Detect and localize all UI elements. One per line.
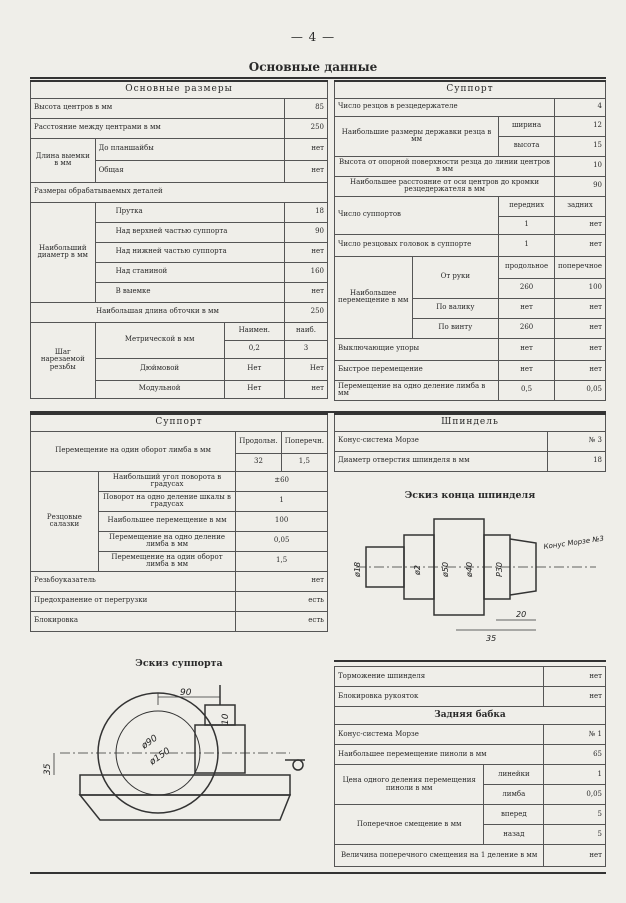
row-label: Прутка (95, 202, 284, 222)
cell-value: 12 (555, 116, 606, 136)
dim-radius: Р30 (495, 561, 504, 577)
cell-value: 1 (236, 491, 328, 511)
row-label: Конус-система Морзе (335, 725, 544, 745)
cell-value: нет (284, 282, 327, 302)
morse-label: Конус Морзе №3 (543, 534, 605, 551)
dim-d90: ø90 (139, 733, 160, 752)
dim-20: 20 (516, 610, 527, 619)
support-table (334, 80, 606, 401)
dim-shoulder: ø2 (413, 565, 422, 575)
cell-value: 1,5 (236, 551, 328, 571)
main-dimensions-table (30, 80, 328, 399)
cell-value: 3 (284, 340, 327, 358)
cell-value: Нет (224, 380, 284, 398)
cell-value: 250 (284, 118, 327, 138)
row-label: В выемке (95, 282, 284, 302)
cell-value: 100 (555, 278, 606, 298)
row-label: Величина поперечного смещения на 1 деление в мм (335, 845, 544, 867)
support-sketch-title: Эскиз суппорта (135, 658, 223, 669)
cell-value: 250 (284, 302, 327, 322)
section-title: Суппорт (31, 414, 328, 431)
row-label: Высота от опорной поверхности резца до линии центров в мм (335, 156, 555, 176)
cell-value: № 1 (544, 725, 606, 745)
row-label: Блокировка (31, 611, 236, 631)
cell-value: нет (555, 360, 606, 380)
cell-value: Нет (284, 358, 327, 380)
cell-value: 0,05 (555, 380, 606, 400)
cell-value: 0,05 (544, 785, 606, 805)
row-label: Цена одного деления перемещения пиноли в мм (335, 765, 484, 805)
row-label: Число резцов в резцедержателе (335, 98, 555, 116)
row-label: Наибольший угол поворота в градусах (98, 471, 235, 491)
dim-35: 35 (43, 763, 53, 775)
row-label: Поворот на одно деление шкалы в градусах (98, 491, 235, 511)
column-header: наиб. (284, 322, 327, 340)
dim-thread: ø40 (465, 561, 474, 577)
spindle-sketch (336, 505, 612, 650)
dim-35: 35 (486, 634, 497, 643)
row-label: Над станиной (95, 262, 284, 282)
group-label: Резцовые салазки (31, 471, 99, 571)
cell-value: 32 (236, 453, 281, 471)
row-label: Выключающие упоры (335, 338, 499, 360)
row-label: Торможение шпинделя (335, 667, 544, 687)
row-label: Наибольшее расстояние от оси центров до кромки резцедержателя в мм (335, 176, 555, 196)
cell-value: 65 (544, 745, 606, 765)
cell-value: нет (544, 687, 606, 707)
row-label: Наибольшее перемещение в мм (98, 511, 235, 531)
column-header: высота (499, 136, 555, 156)
cell-value: 0,05 (236, 531, 328, 551)
row-label: Размеры обрабатываемых деталей (31, 182, 328, 202)
column-header: назад (484, 825, 544, 845)
dim-10: 10 (221, 713, 231, 725)
cell-value: нет (284, 380, 327, 398)
cell-value: 1 (499, 234, 555, 256)
cell-value: нет (555, 338, 606, 360)
row-label: Наибольшая длина обточки в мм (31, 302, 285, 322)
row-label: Перемещение на одно деление лимба в мм (335, 380, 499, 400)
cell-value: нет (499, 298, 555, 318)
row-label: Быстрое перемещение (335, 360, 499, 380)
column-header: поперечное (555, 256, 606, 278)
cell-value: нет (284, 242, 327, 262)
column-header: линейки (484, 765, 544, 785)
group-label: Длина выемки в мм (31, 138, 96, 182)
row-label: Модульной (95, 380, 224, 398)
cell-value: нет (544, 845, 606, 867)
group-label: Наибольший диаметр в мм (31, 202, 96, 302)
cell-value: нет (555, 234, 606, 256)
row-label: До планшайбы (95, 138, 284, 160)
row-label: Дюймовой (95, 358, 224, 380)
cell-value: нет (499, 360, 555, 380)
row-label: Высота центров в мм (31, 98, 285, 118)
row-label: Общая (95, 160, 284, 182)
cell-value: № 3 (548, 431, 606, 451)
support-sketch (40, 675, 330, 845)
row-label: Блокировка рукояток (335, 687, 544, 707)
cell-value: нет (555, 298, 606, 318)
spindle-table (334, 413, 606, 472)
row-label: Перемещение на одно деление лимба в мм (98, 531, 235, 551)
row-label: Предохранение от перегрузки (31, 591, 236, 611)
cell-value: 260 (499, 318, 555, 338)
cell-value: есть (236, 611, 328, 631)
slide-table (30, 413, 328, 632)
row-label: От руки (412, 256, 499, 298)
row-label: Поперечное смещение в мм (335, 805, 484, 845)
row-label: Метрической в мм (95, 322, 224, 358)
cell-value: 160 (284, 262, 327, 282)
cell-value: есть (236, 591, 328, 611)
row-label: По валику (412, 298, 499, 318)
cell-value: нет (236, 571, 328, 591)
cell-value: нет (544, 667, 606, 687)
cell-value: Нет (224, 358, 284, 380)
dim-flange: ø50 (441, 561, 450, 577)
column-header: задних (555, 196, 606, 216)
column-header: Поперечн. (281, 431, 327, 453)
column-header: Продольн. (236, 431, 281, 453)
cell-value: 4 (555, 98, 606, 116)
dim-bore: ø18 (353, 561, 362, 577)
cell-value: 1,5 (281, 453, 327, 471)
cell-value: 90 (555, 176, 606, 196)
column-header: ширина (499, 116, 555, 136)
cell-value: 1 (499, 216, 555, 234)
row-label: Наибольшее перемещение пиноли в мм (335, 745, 544, 765)
cell-value: нет (284, 138, 327, 160)
group-label: Шаг нарезаемой резьбы (31, 322, 96, 398)
column-header: продольное (499, 256, 555, 278)
dim-90: 90 (180, 688, 192, 698)
row-label: Число суппортов (335, 196, 499, 234)
row-label: Над верхней частью суппорта (95, 222, 284, 242)
page-title: Основные данные (248, 60, 378, 74)
cell-value: 85 (284, 98, 327, 118)
column-header: лимба (484, 785, 544, 805)
row-label: Число резцовых головок в суппорте (335, 234, 499, 256)
row-label: Перемещение на один оборот лимба в мм (98, 551, 235, 571)
tailstock-table (334, 666, 606, 867)
page-number: — 4 — (290, 30, 336, 44)
cell-value: 5 (544, 805, 606, 825)
section-title: Задняя бабка (335, 707, 606, 725)
cell-value: 18 (284, 202, 327, 222)
row-label: Резьбоуказатель (31, 571, 236, 591)
row-label: Перемещение на один оборот лимба в мм (31, 431, 236, 471)
cell-value: 10 (555, 156, 606, 176)
cell-value: нет (284, 160, 327, 182)
row-label: Расстояние между центрами в мм (31, 118, 285, 138)
section-title: Суппорт (335, 81, 606, 98)
cell-value: нет (555, 318, 606, 338)
cell-value: 100 (236, 511, 328, 531)
cell-value: 260 (499, 278, 555, 298)
cell-value: 5 (544, 825, 606, 845)
cell-value: 0,5 (499, 380, 555, 400)
cell-value: 18 (548, 451, 606, 471)
row-label: По винту (412, 318, 499, 338)
row-label: Над нижней частью суппорта (95, 242, 284, 262)
section-title: Шпиндель (335, 414, 606, 431)
column-header: передних (499, 196, 555, 216)
cell-value: 1 (544, 765, 606, 785)
dim-d150: ø150 (147, 746, 173, 768)
cell-value: 15 (555, 136, 606, 156)
cell-value: ±60 (236, 471, 328, 491)
column-header: Наимен. (224, 322, 284, 340)
cell-value: нет (499, 338, 555, 360)
row-label: Диаметр отверстия шпинделя в мм (335, 451, 548, 471)
cell-value: 90 (284, 222, 327, 242)
group-label: Наибольшее перемещение в мм (335, 256, 413, 338)
row-label: Конус-система Морзе (335, 431, 548, 451)
cell-value: нет (555, 216, 606, 234)
column-header: вперед (484, 805, 544, 825)
cell-value: 0,2 (224, 340, 284, 358)
spindle-sketch-title: Эскиз конца шпинделя (404, 490, 536, 501)
section-title: Основные размеры (31, 81, 328, 98)
row-label: Наибольшие размеры державки резца в мм (335, 116, 499, 156)
